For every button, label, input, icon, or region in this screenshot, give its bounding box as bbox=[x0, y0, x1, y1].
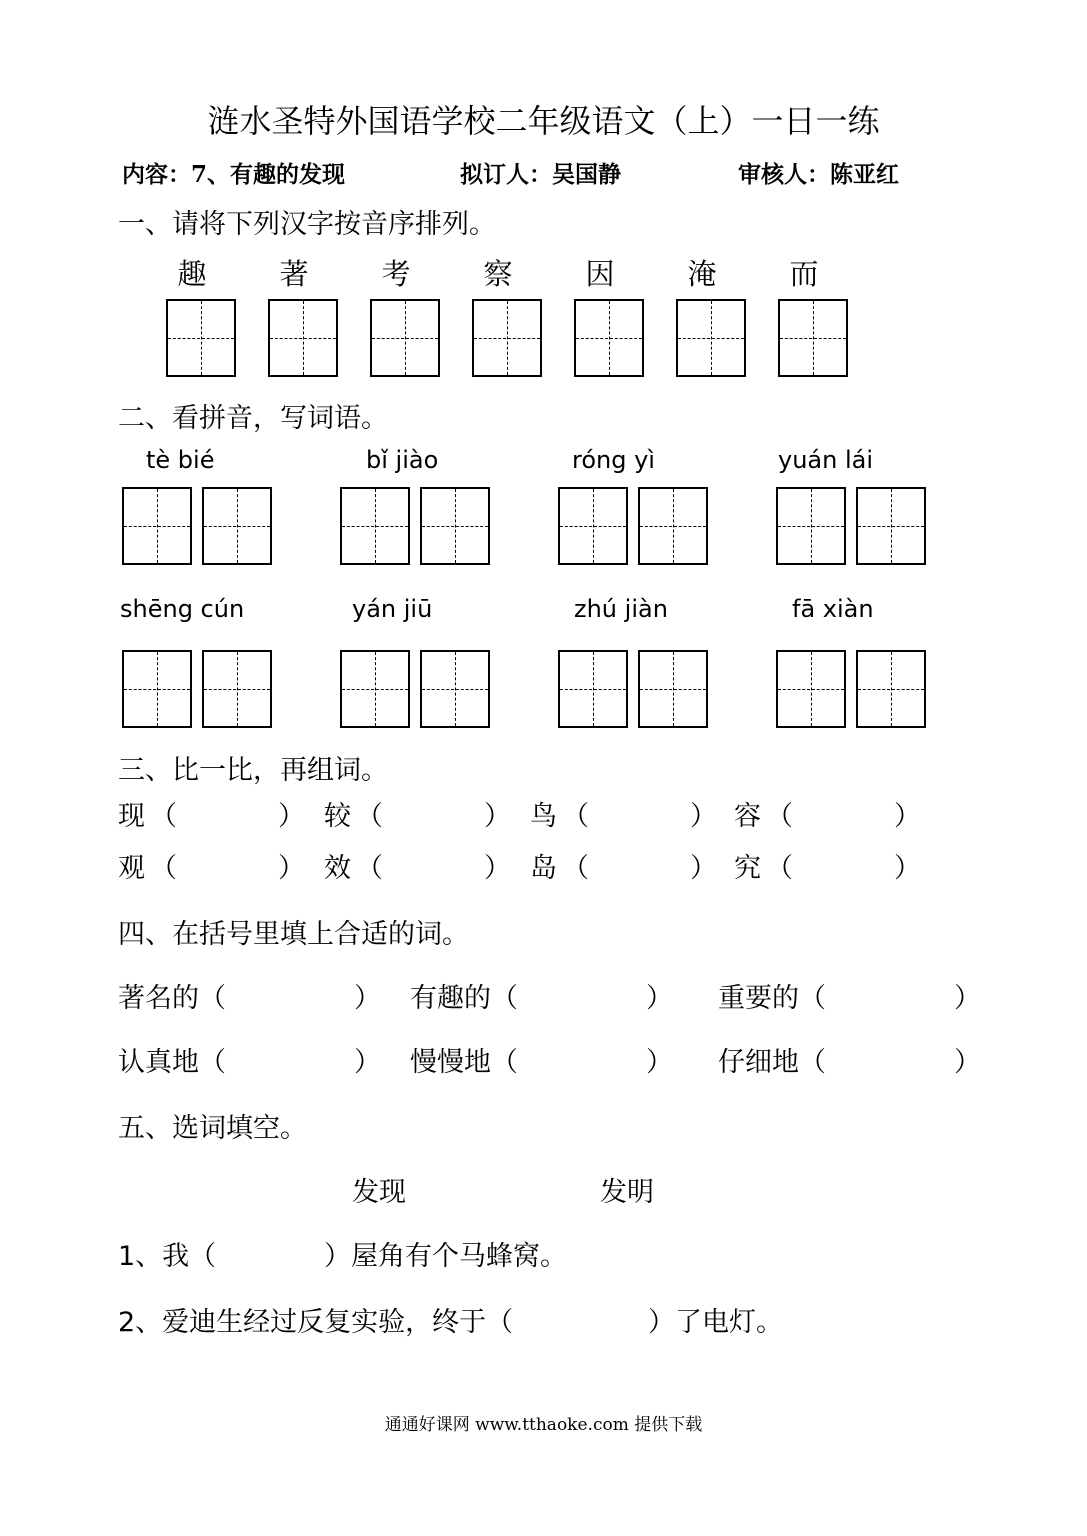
author-label: 拟订人：吴国静 bbox=[460, 161, 621, 188]
fill-phrase: 慢慢地（ bbox=[410, 1047, 518, 1078]
writing-grid-box[interactable] bbox=[856, 650, 926, 728]
content-label: 内容：7、有趣的发现 bbox=[122, 161, 346, 188]
pinyin-label: fā xiàn bbox=[792, 595, 874, 623]
writing-grid-box[interactable] bbox=[558, 487, 628, 565]
compare-char: 鸟 bbox=[530, 801, 557, 832]
section2-heading: 二、看拼音，写词语。 bbox=[118, 403, 388, 434]
reviewer-label: 审核人：陈亚红 bbox=[738, 161, 899, 188]
worksheet-title: 涟水圣特外国语学校二年级语文（上）一日一练 bbox=[207, 102, 880, 140]
pinyin-label: zhú jiàn bbox=[574, 595, 668, 623]
compare-char: 较 bbox=[324, 801, 351, 832]
writing-grid-box[interactable] bbox=[202, 487, 272, 565]
char-item: 淹 bbox=[687, 257, 717, 291]
close-paren: ） bbox=[354, 983, 381, 1014]
question-2-suffix: ）了电灯。 bbox=[648, 1307, 783, 1338]
writing-grid-box[interactable] bbox=[202, 650, 272, 728]
close-paren: ） bbox=[354, 1047, 381, 1078]
writing-grid-box[interactable] bbox=[420, 487, 490, 565]
footer-source: 通通好课网 www.tthaoke.com 提供下载 bbox=[384, 1415, 703, 1435]
char-item: 察 bbox=[483, 257, 513, 291]
writing-grid-box[interactable] bbox=[856, 487, 926, 565]
char-item: 而 bbox=[789, 257, 819, 291]
fill-phrase: 有趣的（ bbox=[410, 983, 518, 1014]
open-paren: （ bbox=[356, 853, 383, 884]
question-2-prefix: 2、爱迪生经过反复实验，终于（ bbox=[118, 1307, 514, 1338]
close-paren: ） bbox=[484, 801, 511, 832]
open-paren: （ bbox=[766, 801, 793, 832]
writing-grid-box[interactable] bbox=[558, 650, 628, 728]
close-paren: ） bbox=[954, 983, 981, 1014]
close-paren: ） bbox=[954, 1047, 981, 1078]
fill-phrase: 著名的（ bbox=[118, 983, 226, 1014]
close-paren: ） bbox=[690, 853, 717, 884]
writing-grid-box[interactable] bbox=[472, 299, 542, 377]
word-choice: 发现 bbox=[352, 1177, 406, 1208]
close-paren: ） bbox=[690, 801, 717, 832]
close-paren: ） bbox=[646, 983, 673, 1014]
fill-phrase: 重要的（ bbox=[718, 983, 826, 1014]
close-paren: ） bbox=[484, 853, 511, 884]
open-paren: （ bbox=[356, 801, 383, 832]
section3-heading: 三、比一比，再组词。 bbox=[118, 755, 388, 786]
close-paren: ） bbox=[646, 1047, 673, 1078]
writing-grid-box[interactable] bbox=[420, 650, 490, 728]
open-paren: （ bbox=[150, 801, 177, 832]
pinyin-label: róng yì bbox=[572, 446, 655, 474]
writing-grid-box[interactable] bbox=[370, 299, 440, 377]
writing-grid-box[interactable] bbox=[574, 299, 644, 377]
compare-char: 观 bbox=[118, 853, 145, 884]
writing-grid-box[interactable] bbox=[676, 299, 746, 377]
open-paren: （ bbox=[150, 853, 177, 884]
writing-grid-box[interactable] bbox=[638, 650, 708, 728]
char-item: 考 bbox=[381, 257, 411, 291]
open-paren: （ bbox=[766, 853, 793, 884]
section1-heading: 一、请将下列汉字按音序排列。 bbox=[118, 209, 496, 240]
fill-phrase: 仔细地（ bbox=[718, 1047, 826, 1078]
writing-grid-box[interactable] bbox=[638, 487, 708, 565]
close-paren: ） bbox=[894, 853, 921, 884]
writing-grid-box[interactable] bbox=[340, 650, 410, 728]
compare-char: 容 bbox=[734, 801, 761, 832]
writing-grid-box[interactable] bbox=[122, 650, 192, 728]
close-paren: ） bbox=[278, 853, 305, 884]
fill-phrase: 认真地（ bbox=[118, 1047, 226, 1078]
writing-grid-box[interactable] bbox=[166, 299, 236, 377]
pinyin-label: tè bié bbox=[146, 446, 215, 474]
question-1-prefix: 1、我（ bbox=[118, 1241, 217, 1272]
char-item: 因 bbox=[585, 257, 615, 291]
question-1-suffix: ）屋角有个马蜂窝。 bbox=[324, 1241, 567, 1272]
char-item: 著 bbox=[279, 257, 309, 291]
writing-grid-box[interactable] bbox=[340, 487, 410, 565]
open-paren: （ bbox=[562, 853, 589, 884]
open-paren: （ bbox=[562, 801, 589, 832]
pinyin-label: bǐ jiào bbox=[366, 446, 439, 474]
writing-grid-box[interactable] bbox=[268, 299, 338, 377]
section5-heading: 五、选词填空。 bbox=[118, 1113, 307, 1144]
writing-grid-box[interactable] bbox=[122, 487, 192, 565]
compare-char: 效 bbox=[324, 853, 351, 884]
compare-char: 现 bbox=[118, 801, 145, 832]
char-item: 趣 bbox=[177, 257, 207, 291]
pinyin-label: shēng cún bbox=[120, 595, 245, 623]
word-choice: 发明 bbox=[600, 1177, 654, 1208]
section4-heading: 四、在括号里填上合适的词。 bbox=[118, 919, 469, 950]
writing-grid-box[interactable] bbox=[776, 487, 846, 565]
close-paren: ） bbox=[894, 801, 921, 832]
pinyin-label: yuán lái bbox=[778, 446, 874, 474]
compare-char: 岛 bbox=[530, 853, 557, 884]
close-paren: ） bbox=[278, 801, 305, 832]
writing-grid-box[interactable] bbox=[778, 299, 848, 377]
compare-char: 究 bbox=[734, 853, 761, 884]
writing-grid-box[interactable] bbox=[776, 650, 846, 728]
pinyin-label: yán jiū bbox=[352, 595, 433, 623]
